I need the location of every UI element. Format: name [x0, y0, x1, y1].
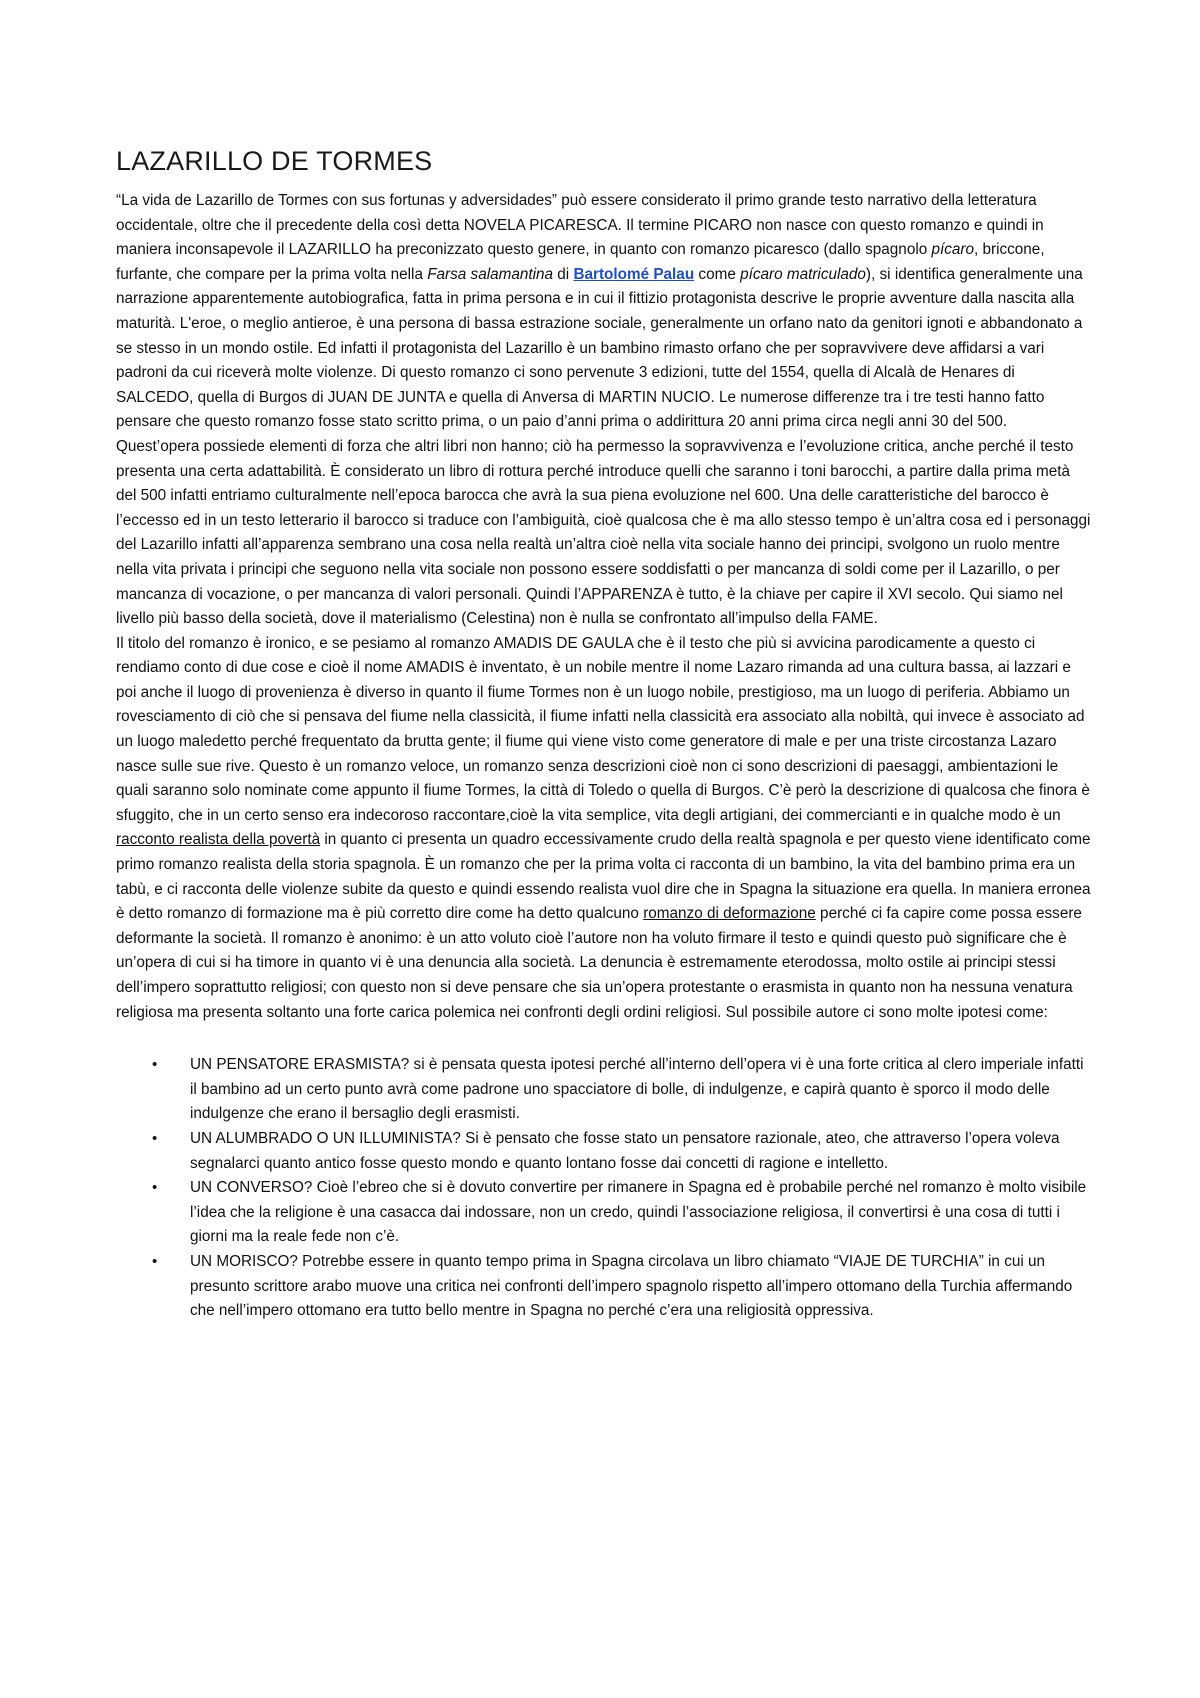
text-run: , briccone, furfante, che compare per la prima volta nella: [116, 241, 1045, 283]
bullet-icon: •: [152, 1252, 158, 1270]
italic-term: Farsa salamantina: [427, 265, 554, 283]
list-item-text: UN ALUMBRADO O UN ILLUMINISTA? Si è pensato che fosse stato un pensatore razionale, ateo, che attraverso l’opera voleva segnalarci quanto antico fosse questo mondo e quanto lontano fosse dai concetti di ragione e intelletto.: [190, 1129, 1060, 1172]
list-item: [116, 1176, 1091, 1250]
list-item-text: UN MORISCO? Potrebbe essere in quanto tempo prima in Spagna circolava un libro chiamato “VIAJE DE TURCHIA” in cui un presunto scrittore arabo muove una critica nei confronti dell’impero spagnolo rispetto all’impero ottomano della Turchia affermando che nell’impero ottomano era tutto bello mentre in Spagna no perché c’era una religiosità oppressiva.: [190, 1252, 1073, 1320]
italic-term: pícaro matriculado: [740, 265, 866, 283]
bullet-icon: •: [152, 1056, 158, 1074]
document-title: LAZARILLO DE TORMES: [116, 146, 433, 176]
text-run: come: [694, 265, 741, 283]
author-hypotheses-list: [116, 1053, 1091, 1324]
text-run: perché ci fa capire come possa essere deformante la società. Il romanzo è anonimo: è un atto voluto cioè l’autore non ha voluto firmare il testo e quindi questo può significare che è un’opera di cui si ha timore in quanto vi è una denuncia alla società. La denuncia è estremamente eterodossa, molto ostile ai principi stessi dell’impero soprattutto religiosi; con questo non si deve pensare che sia un’opera protestante o erasmista in quanto non ha nessuna venatura religiosa ma presenta soltanto una forte carica polemica nei confronti degli ordini religiosi. Sul possibile autore ci sono molte ipotesi come:: [116, 905, 1082, 1021]
list-item-text: UN PENSATORE ERASMISTA? si è pensata questa ipotesi perché all’interno dell’opera vi è una forte critica al clero imperiale infatti il bambino ad un certo punto avrà come padrone uno spacciatore di bolle, di indulgenze, e capirà quanto è sporco il modo delle indulgenze che erano il bersaglio degli erasmisti.: [190, 1056, 1084, 1123]
list-item: [116, 1053, 1091, 1127]
list-item: [116, 1250, 1091, 1324]
bullet-icon: •: [152, 1129, 158, 1147]
underlined-phrase: romanzo di deformazione: [643, 905, 816, 923]
text-run: Il titolo del romanzo è ironico, e se pesiamo al romanzo AMADIS DE GAULA che è il testo che più si avvicina parodicamente a questo ci rendiamo conto di due cose e cioè il nome AMADIS è inventato, è un nobile mentre il nome Lazaro rimanda ad una cultura bassa, ai lazzari e poi anche il luogo di provenienza è diverso in quanto il fiume Tormes non è un luogo nobile, prestigioso, ma un luogo di periferia. Abbiamo un rovesciamento di ciò che si pensava del fiume nella classicità, il fiume infatti nella classicità era associato alla nobiltà, qui invece è associato ad un luogo maledetto perché frequentato da brutta gente; il fiume qui viene visto come generatore di male e per una triste circostanza Lazaro nasce sulle sue rive. Questo è un romanzo veloce, un romanzo senza descrizioni cioè non ci sono descrizioni di paesaggi, ambientazioni le quali saranno solo nominate come appunto il fiume Tormes, la città di Toledo o quella di Burgos. C’è però la descrizione di qualcosa che finora è sfuggito, che in un certo senso era indecoroso raccontare,cioè la vita semplice, vita degli artigiani, dei commercianti e in qualche modo è un: [116, 634, 1090, 824]
bartolome-palau-link[interactable]: Bartolomé Palau: [573, 265, 695, 283]
text-run: ), si identifica generalmente una narrazione apparentemente autobiografica, fatta in prima persona e in cui il fittizio protagonista descrive le proprie avventure dalla nascita alla maturità. L'eroe, o meglio antieroe, è una persona di bassa estrazione sociale, generalmente un orfano nato da genitori ignoti e abbandonato a se stesso in un mondo ostile. Ed infatti il protagonista del Lazarillo è un bambino rimasto orfano che per sopravvivere deve affidarsi a vari padroni da cui riceverà molte violenze. Di questo romanzo ci sono pervenute 3 edizioni, tutte del 1554, quella di Alcalà de Henares di SALCEDO, quella di Burgos di JUAN DE JUNTA e quella di Anversa di MARTIN NUCIO. Le numerose differenze tra i tre testi hanno fatto pensare che questo romanzo fosse stato scritto prima, o un paio d’anni prima o addirittura 20 anni prima circa negli anni 30 del 500. Quest’opera possiede elementi di forza che altri libri non hanno; ciò ha permesso la sopravvivenza e l’evoluzione critica, anche perché il testo presenta una certa adattabilità. È considerato un libro di rottura perché introduce quelli che saranno i toni barocchi, a partire dalla prima metà del 500 infatti entriamo culturalmente nell’epoca barocca che avrà la sua piena evoluzione nel 600. Una delle caratteristiche del barocco è l’eccesso ed in un testo letterario il barocco si traduce con l’ambiguità, cioè qualcosa che è ma allo stesso tempo è un’altra cosa ed i personaggi del Lazarillo infatti all’apparenza sembrano una cosa nella realtà un’altra cioè nella vita sociale hanno dei principi, svolgono un ruolo mentre nella vita privata i principi che seguono nella vita sociale non possono essere soddisfatti o per mancanza di soldi come per il Lazarillo, o per mancanza di vocazione, o per mancanza di valori personali. Quindi l’APPARENZA è tutto, è la chiave per capire il XVI secolo. Qui siamo nel livello più basso della società, dove il materialismo (Celestina) non è nulla se confrontato all’impulso della FAME.: [116, 265, 1091, 628]
paragraph-intro: [116, 189, 1091, 632]
text-run: in quanto ci presenta un quadro eccessivamente crudo della realtà spagnola e per questo viene identificato come primo romanzo realista della storia spagnola. È un romanzo che per la prima volta ci racconta di un bambino, la vita del bambino prima era un tabù, e ci racconta delle violenze subite da questo e quindi essendo realista vuol dire che in Spagna la situazione era quella. In maniera erronea è detto romanzo di formazione ma è più corretto dire come ha detto qualcuno: [116, 831, 1091, 923]
bullet-icon: •: [152, 1179, 158, 1197]
list-item: [116, 1127, 1091, 1176]
underlined-phrase: racconto realista della povertà: [116, 831, 321, 849]
paragraph-title-analysis: [116, 632, 1091, 1026]
text-run: “La vida de Lazarillo de Tormes con sus fortunas y adversidades” può essere considerato il primo grande testo narrativo della letteratura occidentale, oltre che il precedente della così detta NOVELA PICARESCA. Il termine PICARO non nasce con questo romanzo e quindi in maniera inconsapevole il LAZARILLO ha preconizzato questo genere, in quanto con romanzo picaresco (dallo spagnolo: [116, 192, 1044, 259]
italic-term: pícaro: [931, 241, 974, 259]
list-item-text: UN CONVERSO? Cioè l’ebreo che si è dovuto convertire per rimanere in Spagna ed è probabile perché nel romanzo è molto visibile l’idea che la religione è una casacca dai indossare, non un credo, quindi l’associazione religiosa, il convertirsi è una cosa di tutti i giorni ma la reale fede non c’è.: [190, 1179, 1087, 1246]
document-page: [116, 146, 1091, 1324]
text-run: di: [553, 265, 574, 283]
